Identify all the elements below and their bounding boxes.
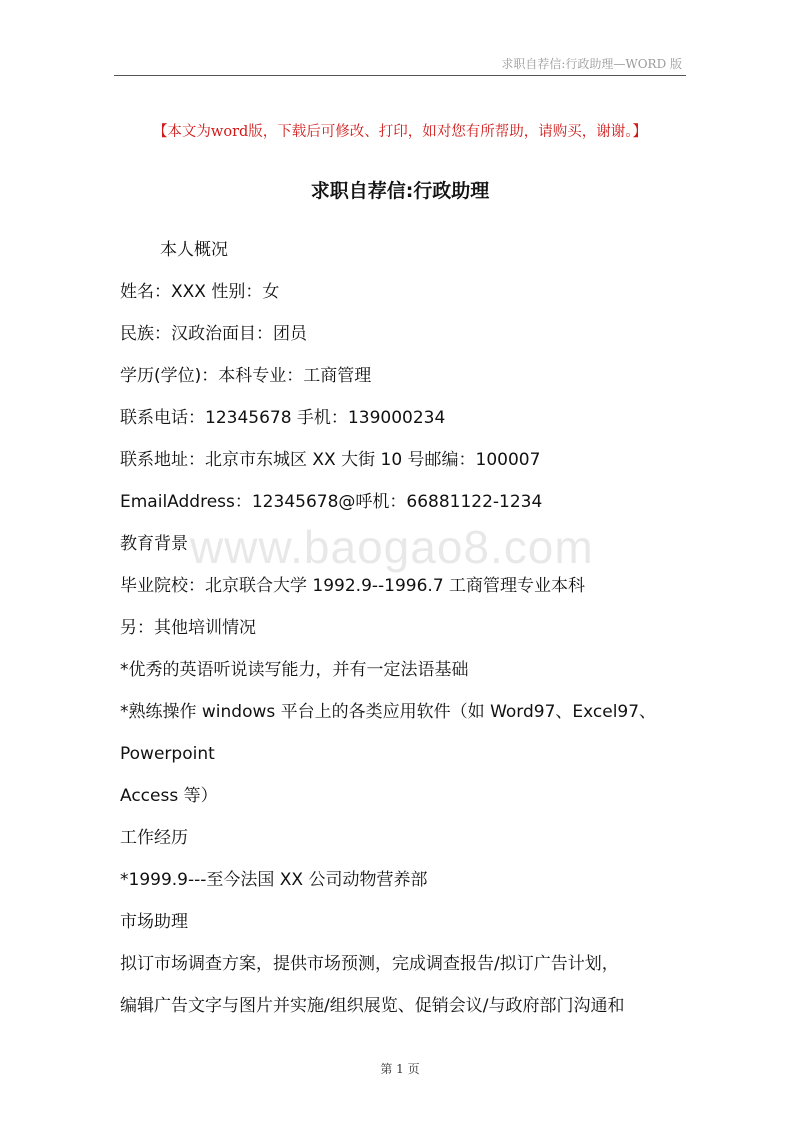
body-line: 毕业院校：北京联合大学 1992.9--1996.7 工商管理专业本科 (120, 576, 586, 596)
page-number: 第 1 页 (380, 1062, 420, 1076)
body-line: EmailAddress：12345678@呼机：66881122-1234 (120, 492, 543, 512)
section-heading-education: 教育背景 (120, 534, 188, 554)
body-line: 编辑广告文字与图片并实施/组织展览、促销会议/与政府部门沟通和 (120, 996, 625, 1016)
body-line: 拟订市场调查方案，提供市场预测，完成调查报告/拟订广告计划， (120, 954, 619, 974)
header-divider (114, 75, 686, 76)
body-line: *熟练操作 windows 平台上的各类应用软件（如 Word97、Excel97、 (120, 702, 657, 722)
body-line: *1999.9---至今法国 XX 公司动物营养部 (120, 870, 428, 890)
body-line: Access 等） (120, 786, 218, 806)
body-line: 学历(学位)：本科专业：工商管理 (120, 366, 372, 386)
body-line: 联系地址：北京市东城区 XX 大街 10 号邮编：100007 (120, 450, 541, 470)
body-line: 姓名：XXX 性别：女 (120, 282, 280, 302)
watermark: www.baogao8.com (190, 521, 594, 573)
body-line: Powerpoint (120, 744, 215, 764)
body-line: 民族：汉政治面目：团员 (120, 324, 307, 344)
body-line: 另：其他培训情况 (120, 618, 256, 638)
header-text: 求职自荐信:行政助理—WORD 版 (501, 57, 682, 71)
body-line: 联系电话：12345678 手机：139000234 (120, 408, 446, 428)
section-heading-profile: 本人概况 (160, 240, 228, 260)
body-line: *优秀的英语听说读写能力，并有一定法语基础 (120, 660, 469, 680)
section-heading-work: 工作经历 (120, 828, 188, 848)
purchase-notice: 【本文为word版，下载后可修改、打印，如对您有所帮助，请购买，谢谢。】 (152, 124, 648, 140)
document-title: 求职自荐信:行政助理 (310, 180, 490, 202)
body-line: 市场助理 (120, 912, 188, 932)
